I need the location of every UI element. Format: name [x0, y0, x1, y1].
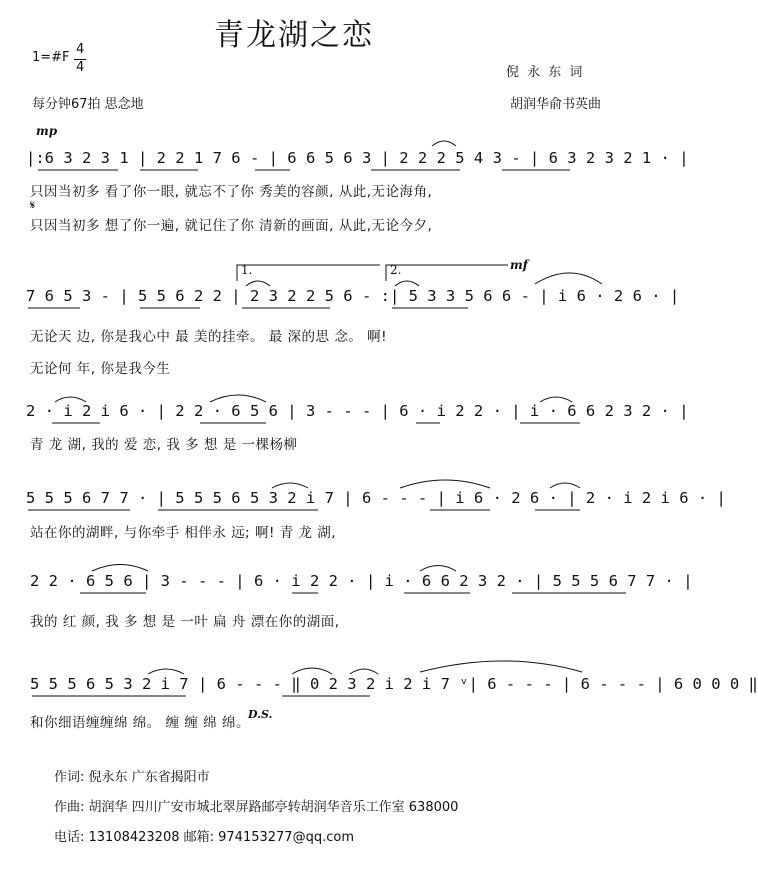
key-signature: 1=#F	[32, 50, 70, 65]
composer-credit: 胡润华俞书英曲	[510, 97, 602, 112]
notation-line-5: 2 2 · 6 5 6 | 3 - - - | 6 · i 2 2 · | i · 6 6 2 3 2 · | 5 5 5 6 7 7 · |	[30, 572, 693, 590]
lyric-line-1a: 只因当初多 看了你一眼, 就忘不了你 秀美的容颜, 从此,无论海角,	[30, 184, 433, 200]
notation-line-1: |:6 3 2 3 1 | 2 2 1 7 6 - | 6 6 5 6 3 | 2 2 2 5 4 3 - | 6 3 2 3 2 1 · |	[26, 149, 689, 167]
time-signature-denominator: 4	[76, 60, 85, 75]
song-title: 青龙湖之恋	[214, 18, 374, 53]
beam-lines-1	[38, 141, 570, 170]
volta-2-label: 2.	[390, 263, 402, 277]
lyric-line-4: 站在你的湖畔, 与你牵手 相伴永 远; 啊! 青 龙 湖,	[30, 525, 337, 541]
dal-segno-mark: D.S.	[248, 708, 273, 721]
beam-lines-6	[32, 661, 582, 696]
notation-line-2: 7 6 5 3 - | 5 5 6 2 2 | 2 3 2 2 5 6 - :| 5 3 3 5 6 6 - | i 6 · 2 6 · |	[26, 287, 680, 305]
notation-line-3: 2 · i 2 i 6 · | 2 2 · 6 5 6 | 3 - - - | 6 · i 2 2 · | i · 6 6 2 3 2 · |	[26, 402, 689, 420]
notation-line-4: 5 5 5 6 7 7 · | 5 5 5 6 5 3 2 i 7 | 6 - - - | i 6 · 2 6 · | 2 · i 2 i 6 · |	[26, 489, 726, 507]
lyric-line-3: 青 龙 湖, 我的 爱 恋, 我 多 想 是 一棵杨柳	[30, 437, 298, 453]
segno-icon: 𝄋	[30, 198, 36, 212]
volta-1-label: 1.	[241, 263, 253, 277]
time-signature-numerator: 4	[76, 42, 85, 57]
tempo-marking: 每分钟67拍 思念地	[32, 97, 144, 112]
notation-line-6: 5 5 5 6 5 3 2 i 7 | 6 - - - ‖ 0 2 3 2 i 2 i 7 ᵛ| 6 - - - | 6 - - - | 6 0 0 0 ‖	[30, 675, 758, 693]
lyric-line-5: 我的 红 颜, 我 多 想 是 一叶 扁 舟 漂在你的湖面,	[30, 614, 340, 630]
volta-brackets	[237, 265, 602, 286]
beam-lines-4	[28, 480, 580, 510]
footer-lyricist: 作词: 倪永东 广东省揭阳市	[54, 770, 210, 785]
dynamic-mf: mf	[510, 258, 528, 272]
dynamic-mp: mp	[36, 124, 58, 138]
lyric-line-2b: 无论何 年, 你是我今生	[30, 361, 171, 377]
beam-lines-3	[52, 395, 580, 423]
lyricist-credit: 倪 永 东 词	[506, 65, 585, 80]
lyric-line-2a: 无论天 边, 你是我心中 最 美的挂牵。 最 深的思 念。 啊!	[30, 329, 388, 345]
lyric-line-6: 和你细语缠缠绵 绵。 缠 缠 绵 绵。	[30, 715, 250, 731]
beam-lines-5	[80, 565, 626, 594]
footer-composer: 作曲: 胡润华 四川广安市城北翠屏路邮亭转胡润华音乐工作室 638000	[54, 800, 459, 815]
footer-contact: 电话: 13108423208 邮箱: 974153277@qq.com	[54, 830, 354, 845]
lyric-line-1b: 只因当初多 想了你一遍, 就记住了你 清新的画面, 从此,无论今夕,	[30, 218, 433, 234]
